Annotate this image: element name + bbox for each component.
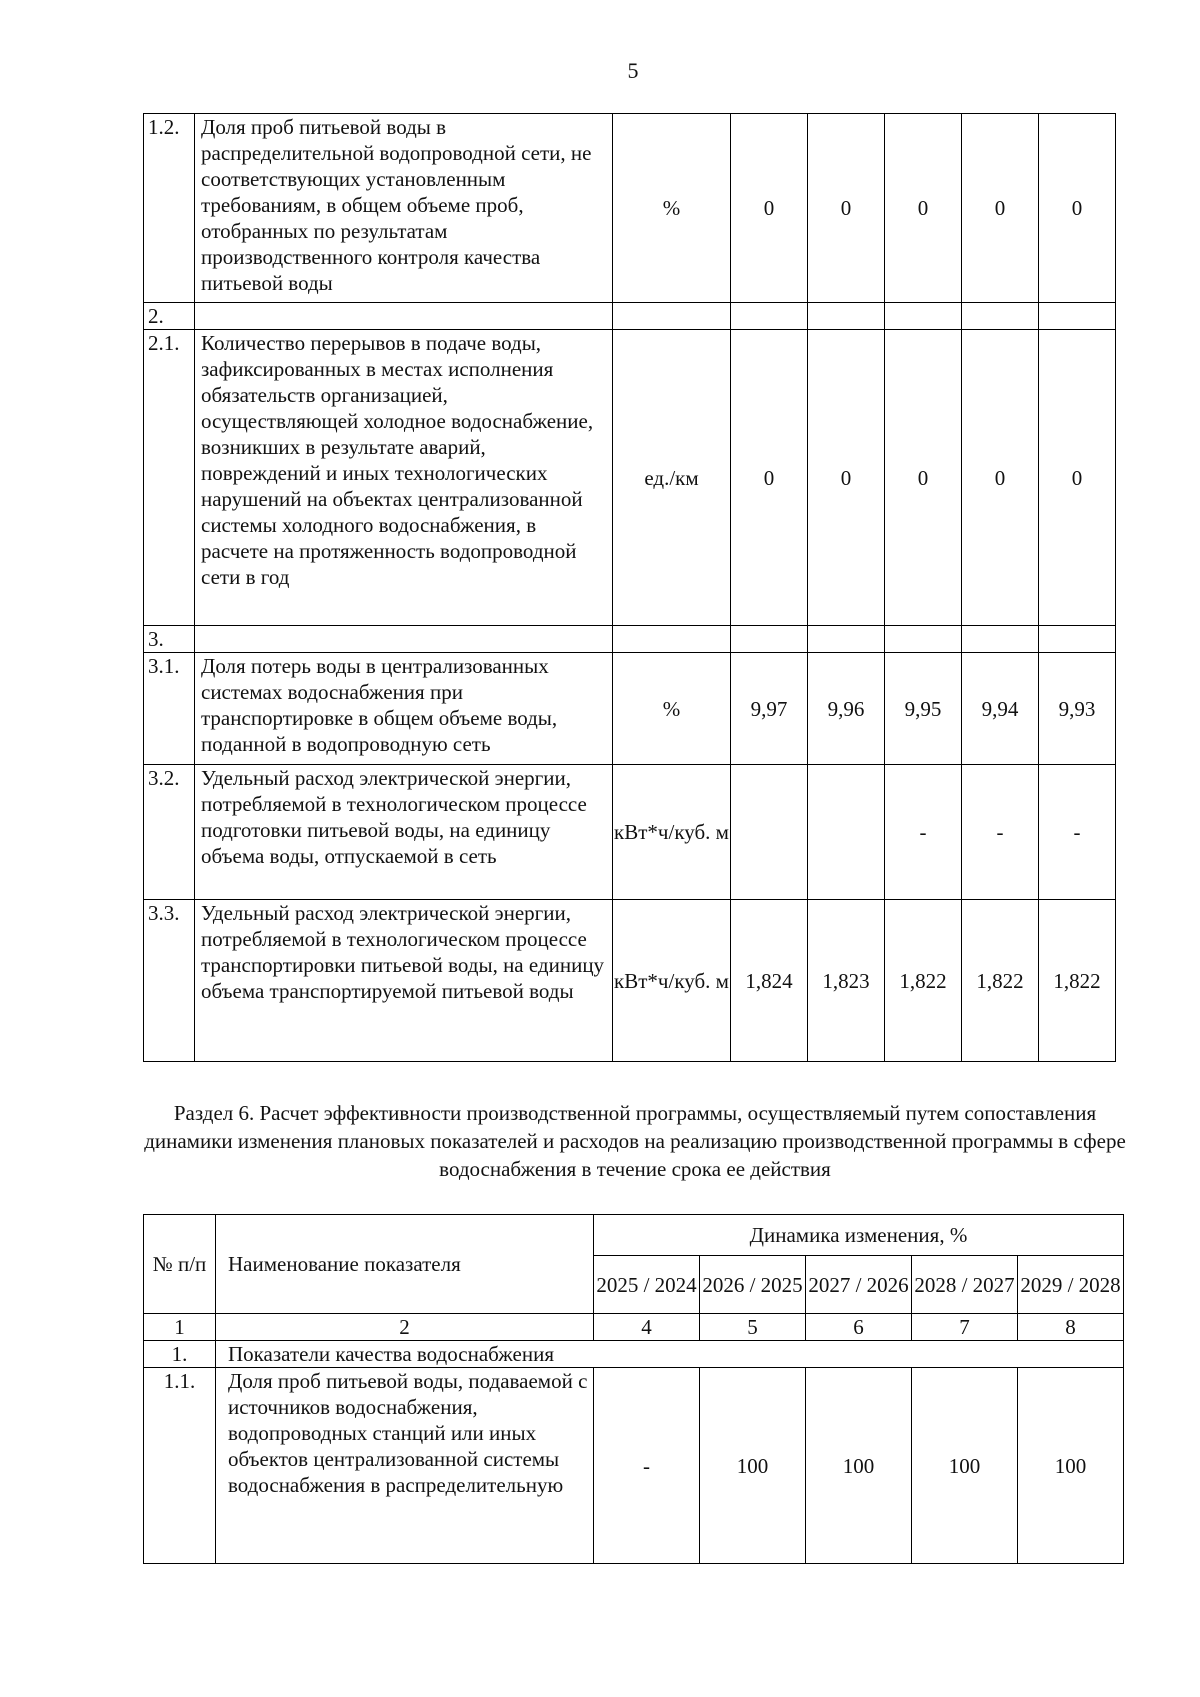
table-row <box>144 303 1116 330</box>
value-cell: 9,97 <box>731 653 808 765</box>
header-period: 2025 / 2024 <box>594 1256 700 1314</box>
unit: % <box>613 114 731 303</box>
column-number: 8 <box>1018 1314 1124 1341</box>
row-number: 3.2. <box>144 765 195 900</box>
value-cell <box>1039 303 1116 330</box>
value-cell <box>962 303 1039 330</box>
value-cell: 0 <box>808 114 885 303</box>
value-cell <box>808 626 885 653</box>
column-number: 4 <box>594 1314 700 1341</box>
header-number: № п/п <box>144 1215 216 1314</box>
value-cell: 100 <box>806 1368 912 1564</box>
value-cell: 0 <box>962 330 1039 626</box>
value-cell: 0 <box>1039 330 1116 626</box>
row-number: 2.1. <box>144 330 195 626</box>
column-number: 2 <box>216 1314 594 1341</box>
row-number: 3. <box>144 626 195 653</box>
header-dynamics: Динамика изменения, % <box>594 1215 1124 1256</box>
value-cell <box>885 303 962 330</box>
table-row <box>144 765 1116 900</box>
value-cell <box>731 765 808 900</box>
value-cell: 0 <box>1039 114 1116 303</box>
value-cell <box>808 303 885 330</box>
indicator-name <box>195 626 613 653</box>
page-number: 5 <box>627 58 639 83</box>
row-number: 2. <box>144 303 195 330</box>
value-cell: 0 <box>731 330 808 626</box>
group-name: Показатели качества водоснабжения <box>216 1341 1124 1368</box>
value-cell <box>731 303 808 330</box>
table-row <box>144 114 1116 303</box>
value-cell: 9,94 <box>962 653 1039 765</box>
value-cell <box>731 626 808 653</box>
column-numbers-row <box>144 1314 1124 1341</box>
indicator-name: Удельный расход электрической энергии, потребляемой в технологическом процессе подготовки питьевой воды, на единицу объема воды, отпускаемой в сеть <box>195 765 613 900</box>
efficiency-table <box>143 1214 1124 1564</box>
indicators-table <box>143 113 1116 1062</box>
header-row <box>144 1215 1124 1256</box>
value-cell <box>962 626 1039 653</box>
value-cell: 1,823 <box>808 900 885 1062</box>
value-cell: 9,93 <box>1039 653 1116 765</box>
table-row <box>144 626 1116 653</box>
indicator-name: Количество перерывов в подаче воды, зафиксированных в местах исполнения обязательств организацией, осуществляющей холодное водоснабжение, возникших в результате аварий, повреждений и иных технологических нарушений на объектах централизованной системы холодного водоснабжения, в расчете на протяженность водопроводной сети в год <box>195 330 613 626</box>
value-cell: 100 <box>700 1368 806 1564</box>
indicator-name: Доля проб питьевой воды, подаваемой с источников водоснабжения, водопроводных станций или иных объектов централизованной системы водоснабжения в распределительную <box>216 1368 594 1564</box>
value-cell: 0 <box>885 330 962 626</box>
column-number: 6 <box>806 1314 912 1341</box>
unit: % <box>613 653 731 765</box>
value-cell: 1,824 <box>731 900 808 1062</box>
table-row <box>144 900 1116 1062</box>
unit: ед./км <box>613 330 731 626</box>
group-row <box>144 1341 1124 1368</box>
value-cell: - <box>1039 765 1116 900</box>
value-cell: 9,96 <box>808 653 885 765</box>
table-row <box>144 1368 1124 1564</box>
value-cell <box>1039 626 1116 653</box>
value-cell: 0 <box>808 330 885 626</box>
unit: кВт*ч/куб. м <box>613 900 731 1062</box>
value-cell: - <box>962 765 1039 900</box>
header-period: 2028 / 2027 <box>912 1256 1018 1314</box>
row-number: 3.1. <box>144 653 195 765</box>
value-cell: - <box>594 1368 700 1564</box>
header-period: 2029 / 2028 <box>1018 1256 1124 1314</box>
row-number: 1.1. <box>144 1368 216 1564</box>
indicator-name: Удельный расход электрической энергии, потребляемой в технологическом процессе транспортировки питьевой воды, на единицу объема транспортируемой питьевой воды <box>195 900 613 1062</box>
row-number: 1.2. <box>144 114 195 303</box>
value-cell: 100 <box>1018 1368 1124 1564</box>
column-number: 7 <box>912 1314 1018 1341</box>
value-cell <box>808 765 885 900</box>
table-row <box>144 330 1116 626</box>
indicator-name: Доля потерь воды в централизованных системах водоснабжения при транспортировке в общем объеме воды, поданной в водопроводную сеть <box>195 653 613 765</box>
value-cell: - <box>885 765 962 900</box>
indicator-name <box>195 303 613 330</box>
value-cell: 1,822 <box>962 900 1039 1062</box>
row-number: 3.3. <box>144 900 195 1062</box>
value-cell <box>885 626 962 653</box>
value-cell: 0 <box>885 114 962 303</box>
column-number: 5 <box>700 1314 806 1341</box>
indicator-name: Доля проб питьевой воды в распределительной водопроводной сети, не соответствующих установленным требованиям, в общем объеме проб, отобранных по результатам производственного контроля качества питьевой воды <box>195 114 613 303</box>
value-cell: 9,95 <box>885 653 962 765</box>
value-cell: 0 <box>731 114 808 303</box>
header-period: 2026 / 2025 <box>700 1256 806 1314</box>
unit <box>613 626 731 653</box>
header-period: 2027 / 2026 <box>806 1256 912 1314</box>
column-number: 1 <box>144 1314 216 1341</box>
value-cell: 1,822 <box>1039 900 1116 1062</box>
section-title: Раздел 6. Расчет эффективности производственной программы, осуществляемый путем сопоставления динамики изменения плановых показателей и расходов на реализацию производственной программы в сфере водоснабжения в течение срока ее действия <box>144 1101 1126 1181</box>
unit <box>613 303 731 330</box>
table-row <box>144 653 1116 765</box>
group-number: 1. <box>144 1341 216 1368</box>
value-cell: 0 <box>962 114 1039 303</box>
value-cell: 100 <box>912 1368 1018 1564</box>
header-indicator-name: Наименование показателя <box>216 1215 594 1314</box>
value-cell: 1,822 <box>885 900 962 1062</box>
unit: кВт*ч/куб. м <box>613 765 731 900</box>
